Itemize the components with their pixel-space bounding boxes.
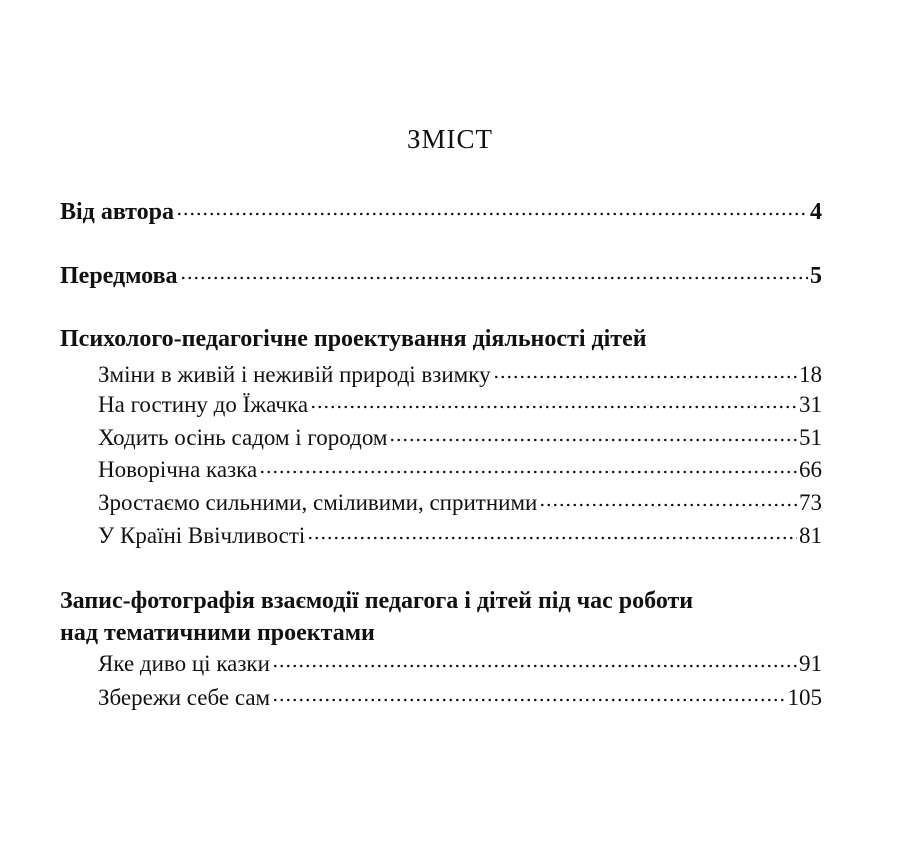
toc-page-number: 51 [799,425,822,450]
dot-leader [272,697,785,703]
toc-entry-label: У Країні Ввічливості [98,523,306,548]
toc-entry-label: Новорічна казка [98,457,258,482]
toc-entry-label: Передмова [60,263,178,289]
toc-subentry [98,424,822,452]
toc-page-number: 5 [810,263,822,289]
toc-subentry [98,684,822,712]
toc-entry-label: Ходить осінь садом і городом [98,425,388,450]
section-heading: Запис-фотографія взаємодії педагога і дітей під час роботи [60,588,694,614]
toc-subentry [98,522,822,550]
toc-entry-label: Зростаємо сильними, сміливими, спритними [98,490,538,515]
toc-entry-label: Від автора [60,199,174,225]
toc-page-number: 81 [799,523,822,548]
toc-subentry [98,650,822,678]
dot-leader [307,535,797,541]
dot-leader [389,437,797,443]
toc-entry-preface [60,262,822,290]
section-heading: Психолого-педагогічне проектування діяльності дітей [60,326,647,352]
dot-leader [176,211,808,217]
toc-entry-label: Зміни в живій і неживій природі взимку [98,362,491,387]
toc-entry-author [60,198,822,226]
dot-leader [310,404,797,410]
toc-entry-label: На гостину до Їжачка [98,392,309,417]
toc-entry-label: Яке диво ці казки [98,651,270,676]
toc-page-number: 105 [787,685,822,710]
dot-leader [180,275,808,281]
dot-leader [259,469,797,475]
toc-title: ЗМІСТ [406,124,494,154]
toc-page-number: 66 [799,457,822,482]
toc-subentry [98,391,822,419]
toc-subentry [98,456,822,484]
toc-page-number: 4 [810,199,822,225]
dot-leader [539,502,797,508]
section-heading-continuation: над тематичними проектами [60,620,375,646]
toc-page-number: 31 [799,392,822,417]
toc-page-number: 18 [799,362,822,387]
toc-entry-label: Збережи себе сам [98,685,271,710]
toc-subentry [98,489,822,517]
dot-leader [493,374,797,380]
toc-subentry [98,361,822,389]
toc-page-number: 73 [799,490,822,515]
toc-page-number: 91 [799,651,822,676]
dot-leader [272,663,797,669]
